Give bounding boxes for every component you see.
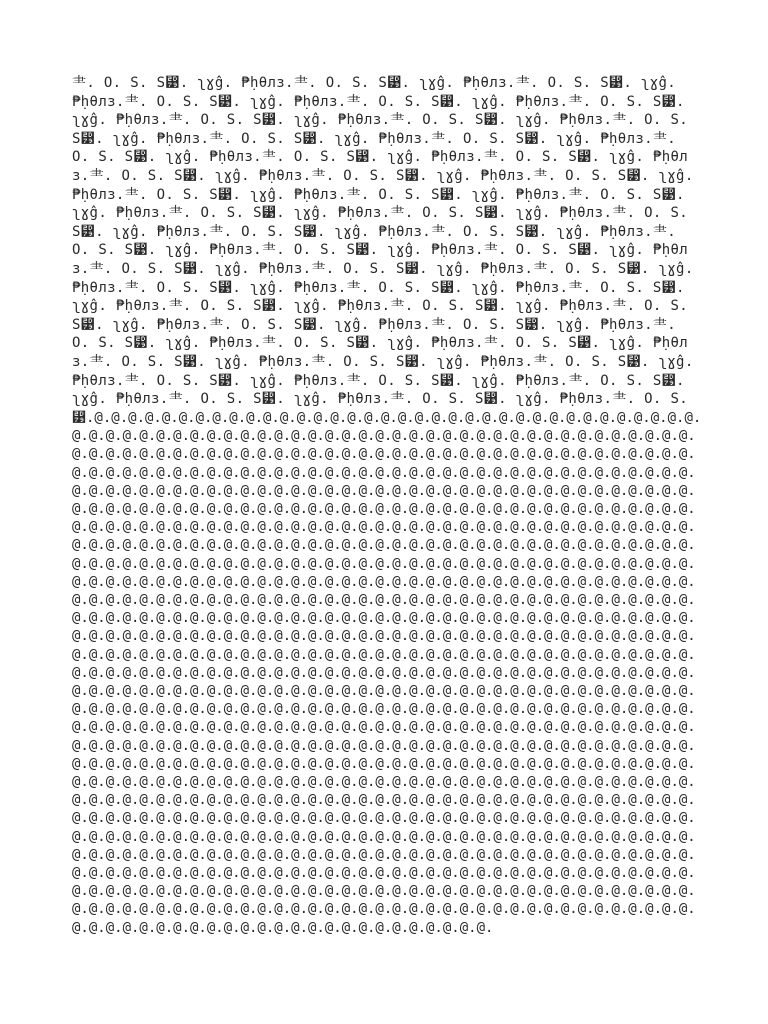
document-page [72, 74, 702, 954]
at-sign-pattern-block: ⵹.@.@.@.@.@.@.@.@.@.@.@.@.@.@.@.@.@.@.@.@.@.@.@.@.@.@.@.@.@.@.@.@.@.@.@.@.@.@.@.@.@.@.@.@.@.@.@.@.@.@.@.@.@.@.@.@.@.@.@.@.@.@.@.@.@.@.@.@.@.@.@.@.@.@.@.@.@.@.@.@.@.@.@.@.@.@.@.@.@.@.@.@.@.@.@.@.@.@.@.@.@.@.@.@.@.@.@.@.@.@.@.@.@.@.@.@.@.@.@.@.@.@.@.@.@.@.@.@.@.@.@.@.@.@.@.@.@.@.@.@.@.@.@.@.@.@.@.@.@.@.@.@.@.@.@.@.@.@.@.@.@.@.@.@.@.@.@.@.@.@.@.@.@.@.@.@.@.@.@.@.@.@.@.@.@.@.@.@.@.@.@.@.@.@.@.@.@.@.@.@.@.@.@.@.@.@.@.@.@.@.@.@.@.@.@.@.@.@.@.@.@.@.@.@.@.@.@.@.@.@.@.@.@.@.@.@.@.@.@.@.@.@.@.@.@.@.@.@.@.@.@.@.@.@.@.@.@.@.@.@.@.@.@.@.@.@.@.@.@.@.@.@.@.@.@.@.@.@.@.@.@.@.@.@.@.@.@.@.@.@.@.@.@.@.@.@.@.@.@.@.@.@.@.@.@.@.@.@.@.@.@.@.@.@.@.@.@.@.@.@.@.@.@.@.@.@.@.@.@.@.@.@.@.@.@.@.@.@.@.@.@.@.@.@.@.@.@.@.@.@.@.@.@.@.@.@.@.@.@.@.@.@.@.@.@.@.@.@.@.@.@.@.@.@.@.@.@.@.@.@.@.@.@.@.@.@.@.@.@.@.@.@.@.@.@.@.@.@.@.@.@.@.@.@.@.@.@.@.@.@.@.@.@.@.@.@.@.@.@.@.@.@.@.@.@.@.@.@.@.@.@.@.@.@.@.@.@.@.@.@.@.@.@.@.@.@.@.@.@.@.@.@.@.@.@.@.@.@.@.@.@.@.@.@.@.@.@.@.@.@.@.@.@.@.@.@.@.@.@.@.@.@.@.@.@.@.@.@.@.@.@.@.@.@.@.@.@.@.@.@.@.@.@.@.@.@.@.@.@.@.@.@.@.@.@.@.@.@.@.@.@.@.@.@.@.@.@.@.@.@.@.@.@.@.@.@.@.@.@.@.@.@.@.@.@.@.@.@.@.@.@.@.@.@.@.@.@.@.@.@.@.@.@.@.@.@.@.@.@.@.@.@.@.@.@.@.@.@.@.@.@.@.@.@.@.@.@.@.@.@.@.@.@.@.@.@.@.@.@.@.@.@.@.@.@.@.@.@.@.@.@.@.@.@.@.@.@.@.@.@.@.@.@.@.@.@.@.@.@.@.@.@.@.@.@.@.@.@.@.@.@.@.@.@.@.@.@.@.@.@.@.@.@.@.@.@.@.@.@.@.@.@.@.@.@.@.@.@.@.@.@.@.@.@.@.@.@.@.@.@.@.@.@.@.@.@.@.@.@.@.@.@.@.@.@.@.@.@.@.@.@.@.@.@.@.@.@.@.@.@.@.@.@.@.@.@.@.@.@.@.@.@.@.@.@.@.@.@.@.@.@.@.@.@.@.@.@.@.@.@.@.@.@.@.@.@.@.@.@.@.@.@.@.@.@.@.@.@.@.@.@.@.@.@.@.@.@.@.@.@.@.@.@.@.@.@.@.@.@.@.@.@.@.@.@.@.@.@.@.@.@.@.@.@.@.@.@.@.@.@.@.@.@.@.@.@.@.@.@.@.@.@.@.@.@.@.@.@.@.@.@.@.@.@.@.@.@.@.@.@.@.@.@.@.@.@.@.@.@.@.@.@.@.@.@.@.@.@.@.@.@.@.@.@.@.@.@.@.@.@.@.@.@.@.@.@.@.@.@.@.@.@.@.@.@.@.@.@.@.@.@.@.@.@.@.@.@.@.@.@.@.@.@.@.@.@.@.@.@.@.@.@.@.@.@.@.@.@.@.@.@.@.@.@.@.@.@.@.@.@.@.@.@.@.@.@.@.@.@.@.@.@.@.@.@.@.@.@.@.@.@.@.@.@.@.@.@.@.@.@.@.@.@.@.@.@.@.@.@.@.@.@.@.@.@.@.@.@.@.@.@.@.@.@.@.@.@.@.@.@.@.@.@.@.@.@.@.@.@.@.@.@.@.@.@.@.@.@.@.@.@.@.@.@.@.@.@.@.@.@.@.@.@.@.@.@.@.@.@.@.@.@.@.@.@.@.@.@.@.@.@.@.@.@.@.@.@.@.@.@.@.@.@.@.@.@.@.@.@.@.@.@.@.@.@.@.@.@.@.@. [72, 410, 702, 936]
garbled-text-block: ⺻. O. S. S⵹. ʅɣĝ. ₱ḥθлз.⺻. O. S. S⵹. ʅɣĝ. ₱ḥθлз.⺻. O. S. S⵹. ʅɣĝ. ₱ḥθлз.⺻. O. S. S⵹. ʅɣĝ. ₱ḥθлз.⺻. O. S. S⵹. ʅɣĝ. ₱ḥθлз.⺻. O. S. S⵹. ʅɣĝ. ₱ḥθлз.⺻. O. S. S⵹. ʅɣĝ. ₱ḥθлз.⺻. O. S. S⵹. ʅɣĝ. ₱ḥθлз.⺻. O. S. S⵹. ʅɣĝ. ₱ḥθлз.⺻. O. S. S⵹. ʅɣĝ. ₱ḥθлз.⺻. O. S. S⵹. ʅɣĝ. ₱ḥθлз.⺻. O. S. S⵹. ʅɣĝ. ₱ḥθлз.⺻. O. S. S⵹. ʅɣĝ. ₱ḥθлз.⺻. O. S. S⵹. ʅɣĝ. ₱ḥθлз.⺻. O. S. S⵹. ʅɣĝ. ₱ḥθлз.⺻. O. S. S⵹. ʅɣĝ. ₱ḥθлз.⺻. O. S. S⵹. ʅɣĝ. ₱ḥθлз.⺻. O. S. S⵹. ʅɣĝ. ₱ḥθлз.⺻. O. S. S⵹. ʅɣĝ. ₱ḥθлз.⺻. O. S. S⵹. ʅɣĝ. ₱ḥθлз.⺻. O. S. S⵹. ʅɣĝ. ₱ḥθлз.⺻. O. S. S⵹. ʅɣĝ. ₱ḥθлз.⺻. O. S. S⵹. ʅɣĝ. ₱ḥθлз.⺻. O. S. S⵹. ʅɣĝ. ₱ḥθлз.⺻. O. S. S⵹. ʅɣĝ. ₱ḥθлз.⺻. O. S. S⵹. ʅɣĝ. ₱ḥθлз.⺻. O. S. S⵹. ʅɣĝ. ₱ḥθлз.⺻. O. S. S⵹. ʅɣĝ. ₱ḥθлз.⺻. O. S. S⵹. ʅɣĝ. ₱ḥθлз.⺻. O. S. S⵹. ʅɣĝ. ₱ḥθлз.⺻. O. S. S⵹. ʅɣĝ. ₱ḥθлз.⺻. O. S. S⵹. ʅɣĝ. ₱ḥθлз.⺻. O. S. S⵹. ʅɣĝ. ₱ḥθлз.⺻. O. S. S⵹. ʅɣĝ. ₱ḥθлз.⺻. O. S. S⵹. ʅɣĝ. ₱ḥθлз.⺻. O. S. S⵹. ʅɣĝ. ₱ḥθлз.⺻. O. S. S⵹. ʅɣĝ. ₱ḥθлз.⺻. O. S. S⵹. ʅɣĝ. ₱ḥθлз.⺻. O. S. S⵹. ʅɣĝ. ₱ḥθлз.⺻. O. S. S⵹. ʅɣĝ. ₱ḥθлз.⺻. O. S. S⵹. ʅɣĝ. ₱ḥθлз.⺻. O. S. S⵹. ʅɣĝ. ₱ḥθлз.⺻. O. S. S⵹. ʅɣĝ. ₱ḥθлз.⺻. O. S. S⵹. ʅɣĝ. ₱ḥθлз.⺻. O. S. S⵹. ʅɣĝ. ₱ḥθлз.⺻. O. S. S⵹. ʅɣĝ. ₱ḥθлз.⺻. O. S. S⵹. ʅɣĝ. ₱ḥθлз.⺻. O. S. S⵹. ʅɣĝ. ₱ḥθлз.⺻. O. S. S⵹. ʅɣĝ. ₱ḥθлз.⺻. O. S. S⵹. ʅɣĝ. ₱ḥθлз.⺻. O. S. [72, 75, 694, 408]
